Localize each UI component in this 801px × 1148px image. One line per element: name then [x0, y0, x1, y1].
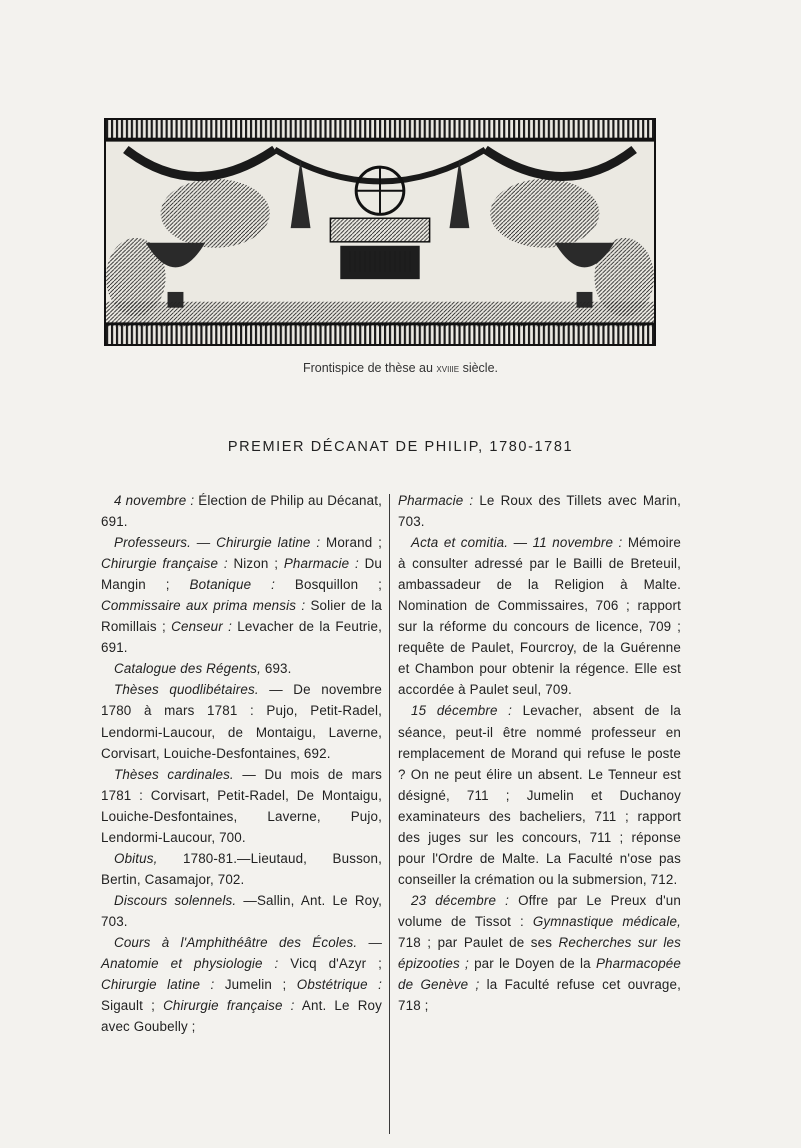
entry-text: —Sallin, Ant. Le Roy, 703. — [101, 892, 382, 929]
entry-date: 11 novembre : — [532, 535, 623, 551]
entry-title: Cours à l'Amphithéâtre des Écoles. — Anatomie et physiologie : — [101, 934, 382, 972]
paragraph — [101, 848, 382, 890]
entry-title: Pharmacopée de Genève ; — [398, 956, 681, 993]
paragraph — [101, 764, 382, 848]
column-divider — [389, 494, 390, 1134]
entry-title: Censeur : — [171, 619, 232, 635]
paragraph — [101, 532, 382, 658]
paragraph — [101, 490, 382, 532]
entry-text: Bosquillon ; — [274, 577, 382, 593]
entry-date: 15 décembre : — [411, 703, 513, 719]
caption-prefix: Frontispice de thèse au — [302, 361, 437, 375]
right-column — [398, 490, 681, 1016]
entry-title: Thèses quodlibétaires. — [114, 682, 259, 698]
paragraph — [398, 700, 681, 889]
entry-title: Acta et comitia. — [411, 535, 509, 551]
entry-title: Professeurs. — Chirurgie latine : — [114, 535, 321, 551]
frontispiece-caption — [0, 361, 801, 375]
caption-century: xviiie — [436, 363, 460, 375]
entry-title: Pharmacie : — [283, 556, 359, 572]
entry-text: 693. — [260, 661, 292, 677]
entry-title: Recherches sur les épizooties ; — [398, 934, 682, 972]
entry-text: — De novembre 1780 à mars 1781 : Pujo, Petit-Radel, Lendormi-Laucour, de Montaigu, Laverne, Corvisart, Louiche-Desfontaines, 692. — [101, 682, 382, 761]
frontispiece-engraving — [104, 118, 656, 346]
entry-title: Botanique : — [189, 577, 275, 593]
entry-text: Élection de Philip au Décanat, 691. — [101, 493, 382, 530]
entry-text: par le Doyen de la — [468, 956, 596, 972]
entry-title: Chirurgie latine : — [101, 977, 215, 993]
engraving-illustration — [106, 120, 654, 344]
entry-date: 23 décembre : — [411, 892, 510, 908]
entry-text: 1780-81.—Lieutaud, Busson, Bertin, Casamajor, 702. — [101, 850, 382, 887]
entry-text: Le Roux des Tillets avec Marin, 703. — [398, 493, 681, 530]
entry-text: la Faculté refuse cet ouvrage, 718 ; — [398, 977, 681, 1014]
entry-text: Nizon ; — [227, 556, 284, 572]
entry-text: Offre par Le Preux d'un volume de Tissot : — [398, 892, 681, 929]
paragraph — [398, 532, 681, 700]
entry-title: Catalogue des Régents, — [114, 661, 261, 677]
entry-title: Commissaire aux prima mensis : — [101, 598, 306, 614]
entry-title: Gymnastique médicale, — [532, 913, 681, 929]
entry-title: Obitus, — [114, 850, 158, 866]
entry-title: Chirurgie française : — [163, 998, 295, 1014]
paragraph — [101, 890, 382, 932]
entry-text: Sigault ; — [101, 998, 164, 1014]
caption-suffix: siècle. — [459, 361, 498, 375]
entry-text: Solier de la Romillais ; — [101, 598, 382, 635]
paragraph — [101, 658, 382, 679]
paragraph — [101, 932, 382, 1037]
entry-title: Discours solennels. — [114, 892, 237, 908]
entry-title: Pharmacie : — [398, 493, 474, 508]
entry-title: Chirurgie française : — [101, 556, 228, 572]
entry-text: — — [508, 535, 533, 551]
entry-text: Jumelin ; — [214, 977, 297, 993]
entry-text: Mémoire à consulter adressé par le Bailli de Breteuil, ambassadeur de la Religion à Malte. Nomination de Commissaires, 706 ; rapport sur la réforme du concours de licence, 709 ; requête de Paulet, Fourcroy, de la Guérenne et Chambon pour obtenir la régence. Elle est accordée à Paulet seul, 709. — [398, 535, 681, 698]
entry-text: Levacher, absent de la séance, peut-il être nommé professeur en remplacement de Morand qui refuse le poste ? On ne peut élire un absent. Le Tenneur est désigné, 711 ; Jumelin et Duchanoy examinateurs des bacheliers, 711 ; rapport des juges sur les concours, 711 ; réponse pour l'Ordre de Malte. La Faculté n'ose pas conseiller la crémation ou la submersion, 712. — [398, 703, 681, 887]
section-heading: PREMIER DÉCANAT DE PHILIP, 1780-1781 — [227, 439, 574, 455]
entry-title: Obstétrique : — [296, 977, 382, 993]
entry-text: Ant. Le Roy avec Goubelly ; — [101, 998, 382, 1035]
entry-text: — Du mois de mars 1781 : Corvisart, Petit-Radel, De Montaigu, Louiche-Desfontaines, Laverne, Pujo, Lendormi-Laucour, 700. — [101, 766, 383, 845]
entry-text: Du Mangin ; — [101, 556, 382, 593]
entry-text: 718 ; par Paulet de ses — [398, 934, 559, 950]
entry-date: 4 novembre : — [114, 493, 195, 508]
paragraph — [398, 890, 681, 1016]
entry-text: Levacher de la Feutrie, 691. — [101, 619, 383, 656]
entry-title: Thèses cardinales. — [114, 766, 234, 782]
paragraph — [101, 679, 382, 763]
entry-text: Vicq d'Azyr ; — [278, 956, 383, 972]
paragraph — [398, 490, 681, 532]
entry-text: Morand ; — [320, 535, 382, 551]
left-column — [101, 490, 382, 1037]
